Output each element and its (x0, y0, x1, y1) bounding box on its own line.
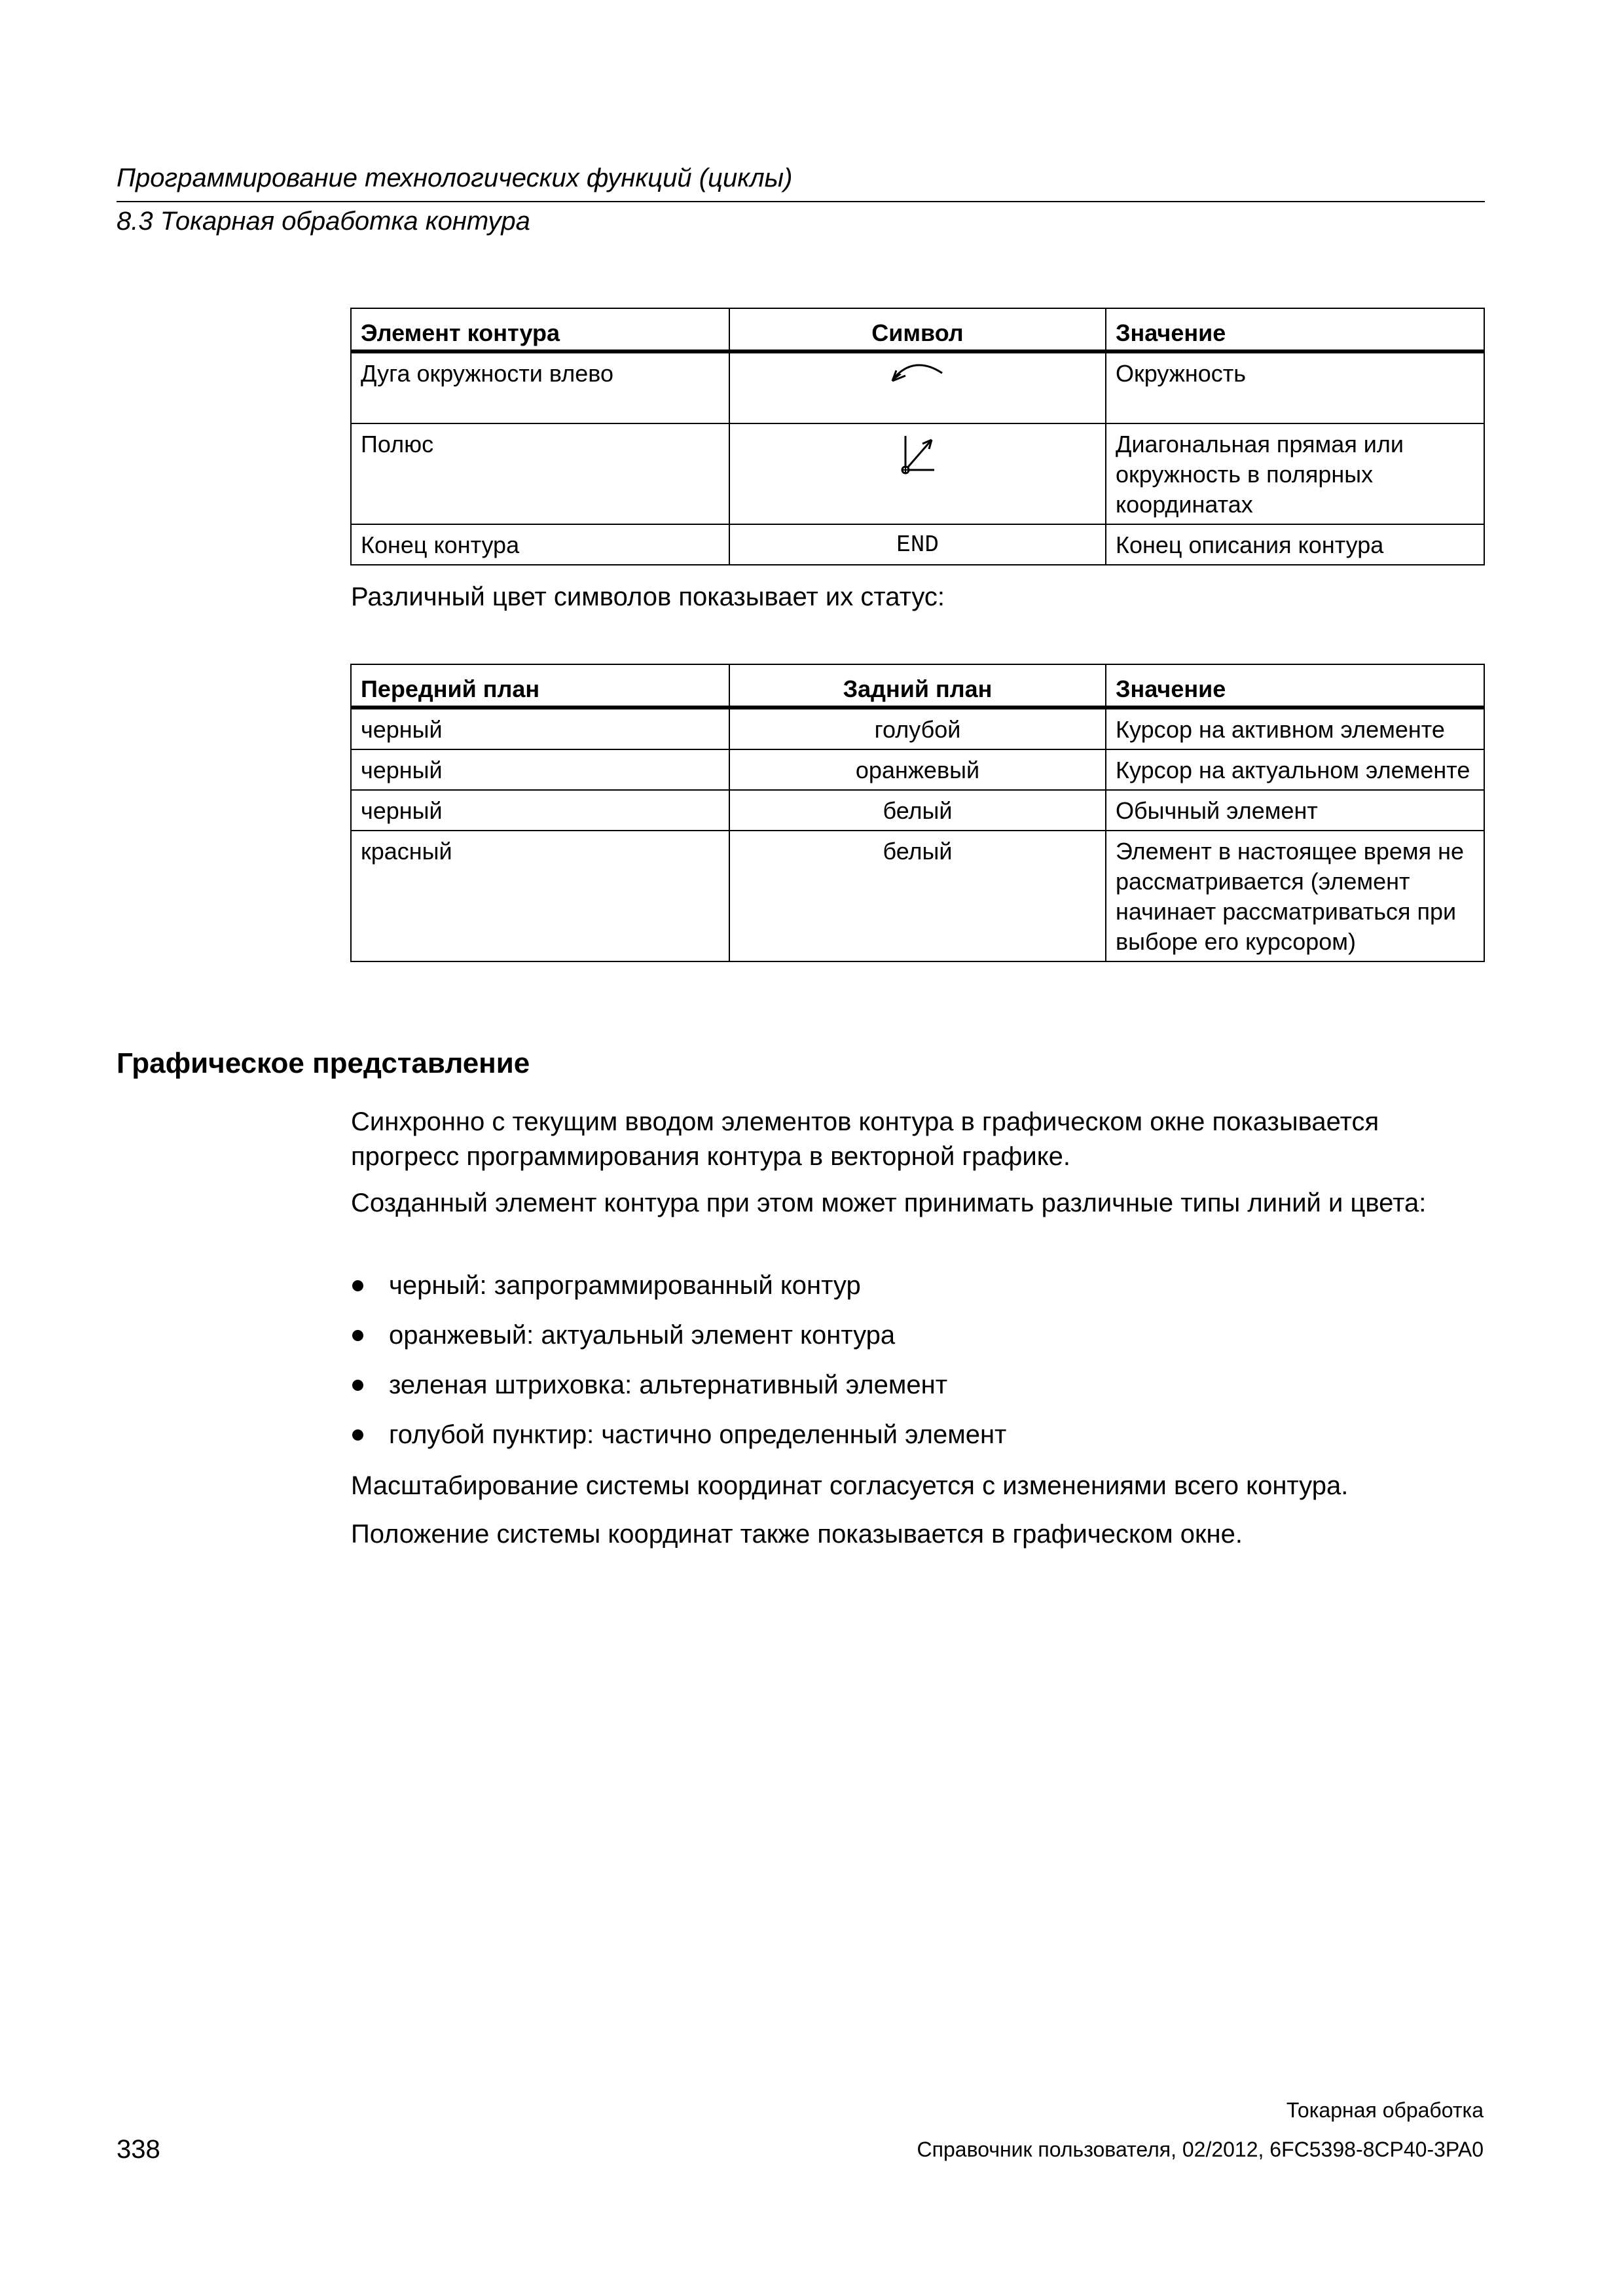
list-item (351, 1318, 1484, 1353)
table-row (351, 790, 1484, 831)
symbol-cell: END (729, 524, 1106, 565)
paragraph: Масштабирование системы координат согласуется с изменениями всего контура. (351, 1471, 1349, 1500)
column-header: Задний план (729, 664, 1106, 708)
meaning-cell: Обычный элемент (1106, 790, 1484, 831)
column-header: Передний план (351, 664, 729, 708)
table-header-row (351, 664, 1484, 708)
foreground-cell: черный (351, 708, 729, 749)
foreground-cell: черный (351, 790, 729, 831)
background-cell: белый (729, 831, 1106, 961)
contour-elements-table (350, 308, 1485, 565)
header-rule (117, 201, 1485, 202)
color-status-table (350, 664, 1485, 962)
background-cell: голубой (729, 708, 1106, 749)
color-status-note: Различный цвет символов показывает их статус: (351, 583, 945, 611)
arc-left-icon (888, 359, 947, 385)
table-header-row (351, 308, 1484, 351)
table-row (351, 351, 1484, 423)
paragraph: Положение системы координат также показывается в графическом окне. (351, 1520, 1243, 1549)
meaning-cell: Элемент в настоящее время не рассматривается (элемент начинает рассматриваться при выборе его курсором) (1106, 831, 1484, 961)
foreground-cell: красный (351, 831, 729, 961)
table-row (351, 708, 1484, 749)
page-number: 338 (117, 2135, 160, 2164)
list-item (351, 1368, 1484, 1403)
section-header: 8.3 Токарная обработка контура (117, 207, 530, 236)
symbol-cell (729, 423, 1106, 524)
column-header: Значение (1106, 664, 1484, 708)
meaning-cell: Окружность (1106, 351, 1484, 423)
list-item (351, 1418, 1484, 1452)
foreground-cell: черный (351, 749, 729, 790)
footer-book-title: Токарная обработка (1286, 2098, 1484, 2122)
chapter-header: Программирование технологических функций (циклы) (117, 164, 793, 192)
meaning-cell: Конец описания контура (1106, 524, 1484, 565)
list-item-text: оранжевый: актуальный элемент контура (389, 1321, 896, 1350)
pole-icon (895, 429, 941, 482)
bullet-icon (352, 1380, 363, 1391)
meaning-cell: Курсор на актуальном элементе (1106, 749, 1484, 790)
element-cell: Дуга окружности влево (351, 351, 729, 423)
table-row (351, 831, 1484, 961)
meaning-cell: Диагональная прямая или окружность в полярных координатах (1106, 423, 1484, 524)
list-item-text: голубой пунктир: частично определенный элемент (389, 1420, 1007, 1449)
meaning-cell: Курсор на активном элементе (1106, 708, 1484, 749)
bullet-icon (352, 1330, 363, 1341)
background-cell: оранжевый (729, 749, 1106, 790)
list-item (351, 1268, 1484, 1303)
bullet-icon (352, 1429, 363, 1441)
table-row (351, 749, 1484, 790)
bullet-icon (352, 1280, 363, 1291)
column-header: Элемент контура (351, 308, 729, 351)
table-row (351, 524, 1484, 565)
table-row (351, 423, 1484, 524)
section-title: Графическое представление (117, 1047, 530, 1079)
list-item-text: зеленая штриховка: альтернативный элемент (389, 1371, 948, 1399)
paragraph: Созданный элемент контура при этом может принимать различные типы линий и цвета: (351, 1189, 1427, 1217)
footer-manual-info: Справочник пользователя, 02/2012, 6FC5398-8CP40-3PA0 (917, 2138, 1484, 2161)
element-cell: Полюс (351, 423, 729, 524)
symbol-cell (729, 351, 1106, 423)
element-cell: Конец контура (351, 524, 729, 565)
column-header: Символ (729, 308, 1106, 351)
background-cell: белый (729, 790, 1106, 831)
paragraph: Синхронно с текущим вводом элементов контура в графическом окне показывается прогресс программирования контура в векторной графике. (351, 1107, 1379, 1171)
list-item-text: черный: запрограммированный контур (389, 1271, 861, 1300)
column-header: Значение (1106, 308, 1484, 351)
line-types-list (351, 1268, 1484, 1467)
